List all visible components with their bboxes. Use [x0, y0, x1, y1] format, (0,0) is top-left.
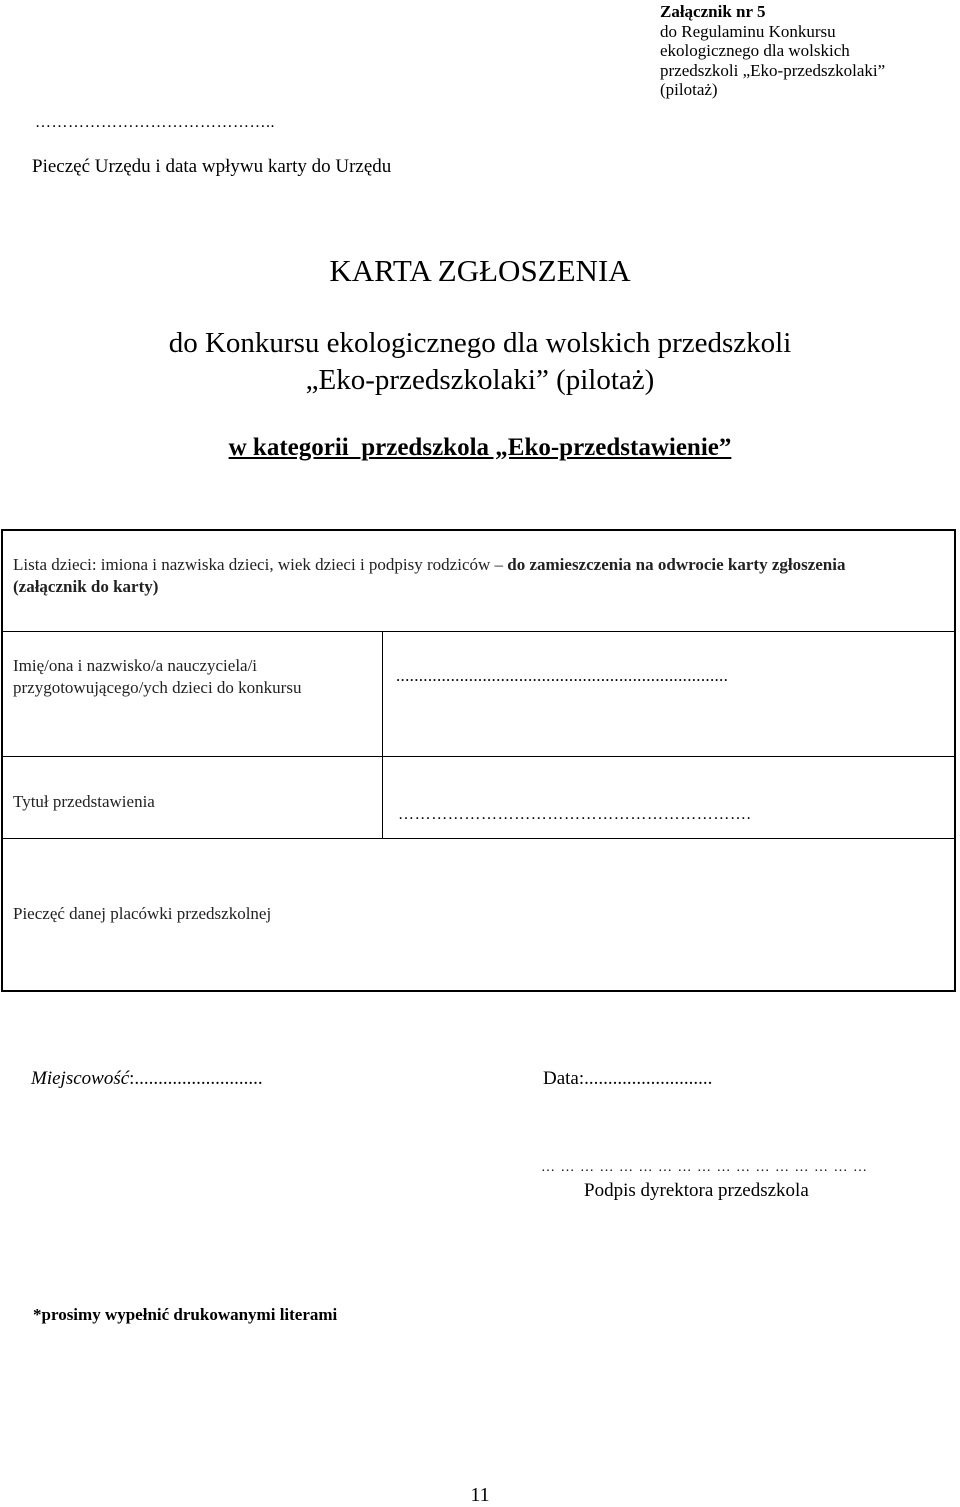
- stamp-dotted-line: ……………………………………..: [35, 114, 275, 131]
- application-form-table: [1, 529, 956, 992]
- signature-line[interactable]: … … … … … … … … … … … … … … … … …: [541, 1160, 868, 1175]
- annex-line: przedszkoli „Eko-przedszkolaki”: [660, 60, 886, 80]
- form-title: KARTA ZGŁOSZENIA: [329, 253, 631, 288]
- date-value: ...........................: [584, 1068, 713, 1089]
- date-field[interactable]: [543, 1068, 712, 1090]
- stamp-label: Pieczęć Urzędu i data wpływu karty do Urzędu: [32, 156, 392, 177]
- children-list-text: Lista dzieci: imiona i nazwiska dzieci, wiek dzieci i podpisy rodziców –: [13, 555, 508, 574]
- page-number: 11: [470, 1484, 490, 1506]
- annex-line: do Regulaminu Konkursu: [660, 21, 836, 41]
- annex-number: Załącznik nr 5: [660, 2, 766, 21]
- annex-line: ekologicznego dla wolskich: [660, 41, 850, 60]
- place-value: :...........................: [129, 1068, 263, 1089]
- row-divider: [3, 838, 954, 839]
- form-subtitle: do Konkursu ekologicznego dla wolskich przedszkoli: [168, 327, 792, 359]
- annex-note: [660, 2, 950, 100]
- column-divider: [382, 631, 383, 838]
- row-divider: [3, 631, 954, 632]
- date-label: Data:: [543, 1068, 585, 1089]
- performance-title-field[interactable]: ……………………………………………………….: [398, 806, 752, 823]
- signature-label: Podpis dyrektora przedszkola: [584, 1180, 809, 1201]
- row-divider: [3, 756, 954, 757]
- performance-title-label: Tytuł przedstawienia: [13, 792, 155, 811]
- place-label: Miejscowość: [31, 1068, 130, 1089]
- children-list-attachment-note: do zamieszczenia na odwrocie karty zgłoszenia (załącznik do karty): [13, 555, 846, 596]
- place-field[interactable]: [31, 1068, 263, 1090]
- teacher-name-label: Imię/ona i nazwisko/a nauczyciela/i przygotowującego/ych dzieci do konkursu: [13, 656, 302, 697]
- children-list-cell: [13, 554, 913, 598]
- form-category: w kategorii przedszkola „Eko-przedstawienie”: [228, 434, 732, 461]
- institution-seal-label: Pieczęć danej placówki przedszkolnej: [13, 904, 272, 923]
- teacher-name-field[interactable]: .........................................................................: [396, 666, 729, 685]
- fill-instruction-note: *prosimy wypełnić drukowanymi literami: [33, 1305, 338, 1324]
- form-subtitle-contest-name: „Eko-przedszkolaki” (pilotaż): [305, 364, 655, 396]
- annex-line: (pilotaż): [660, 80, 718, 99]
